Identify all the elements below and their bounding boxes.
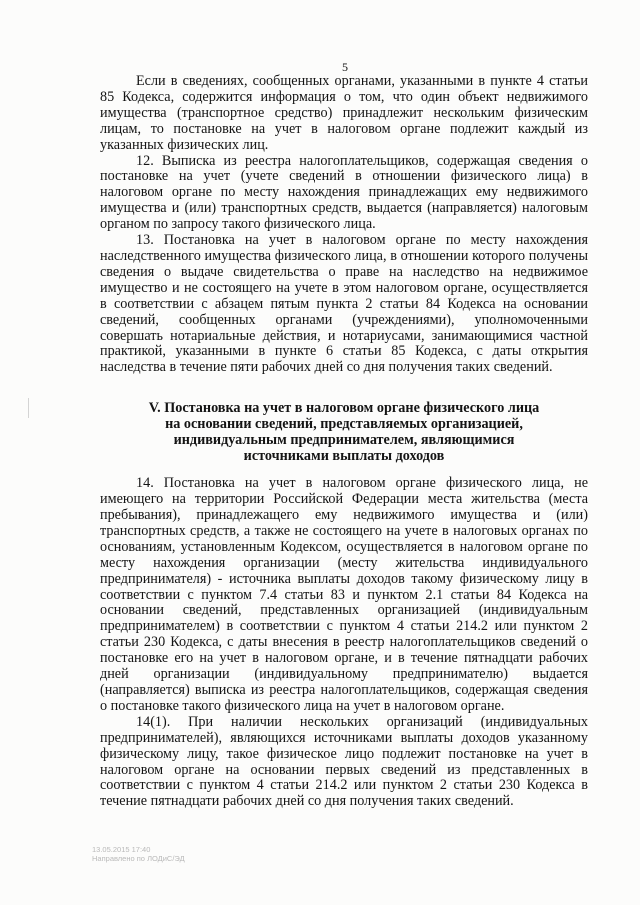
- footer-stamp-note: Направлено по ЛОДиС/ЭД: [92, 854, 185, 863]
- paragraph-14: 14. Постановка на учет в налоговом органе физического лица, не имеющего на территории Российской Федерации места жительства (места пребывания), принадлежащего ему недвижимого имущества и (или) транспортных средств, а также не состоящего на учете в налоговых органах по основаниям, установленным Кодексом, осуществляется в налоговом органе по месту нахождения организации (месту жительства индивидуального предпринимателя) - источника выплаты доходов такому физическому лицу в соответствии с пунктом 7.4 статьи 83 и пунктом 2.1 статьи 84 Кодекса на основании сведений, представленных организацией (индивидуальным предпринимателем) в соответствии с пунктом 4 статьи 214.2 или пунктом 2 статьи 230 Кодекса, с даты внесения в реестр налогоплательщиков сведений о постановке его на учет в налоговом органе, и в течение пятнадцати рабочих дней организации (индивидуальному предпринимателю) выдается (направляется) выписка из реестра налогоплательщиков, содержащая сведения о постановке такого физического лица на учет в налоговом органе.: [100, 475, 588, 714]
- section-heading-line: V. Постановка на учет в налоговом органе физического лица: [148, 400, 540, 417]
- paragraph-11-continuation: Если в сведениях, сообщенных органами, указанными в пункте 4 статьи 85 Кодекса, содержится информация о том, что один объект недвижимого имущества (транспортное средство) принадлежит нескольким физическим лицам, то постановке на учет в налоговом органе подлежит каждый из указанных физических лиц.: [100, 73, 588, 153]
- section-heading-line: индивидуальным предпринимателем, являющимися: [173, 432, 515, 449]
- margin-mark: [28, 398, 29, 418]
- footer-stamp: [92, 845, 185, 863]
- section-heading-line: источниками выплаты доходов: [243, 448, 445, 465]
- paragraph-13: 13. Постановка на учет в налоговом органе по месту нахождения наследственного имущества физического лица, в отношении которого получены сведения о выдаче свидетельства о праве на наследство на недвижимое имущество и не состоящего на учете в этом налоговом органе, осуществляется в соответствии с абзацем пятым пункта 2 статьи 84 Кодекса на основании сведений, сообщенных органами (учреждениями), уполномоченными совершать нотариальные действия, и нотариусами, занимающимися частной практикой, указанными в пункте 6 статьи 85 Кодекса, с даты открытия наследства в течение пяти рабочих дней со дня получения таких сведений.: [100, 232, 588, 376]
- document-body: [100, 74, 588, 810]
- section-v-heading: [100, 400, 588, 464]
- paragraph-12: 12. Выписка из реестра налогоплательщиков, содержащая сведения о постановке на учет (учете сведений в отношении физического лица) в налоговом органе по месту нахождения принадлежащих ему недвижимого имущества и (или) транспортных средств, выдается (направляется) налоговым органом по запросу такого физического лица.: [100, 152, 588, 233]
- footer-stamp-date: 13.05.2015 17:40: [92, 845, 151, 854]
- paragraph-14-1: 14(1). При наличии нескольких организаций (индивидуальных предпринимателей), являющихся источниками выплаты доходов указанному физическому лицу, такое физическое лицо подлежит постановке на учет в налоговом органе на основании первых сведений из представленных в соответствии с пунктом 4 статьи 214.2 или пунктом 2 статьи 230 Кодекса в течение пятнадцати рабочих дней со дня получения таких сведений.: [100, 713, 588, 810]
- section-heading-line: на основании сведений, представляемых организацией,: [165, 416, 523, 433]
- page-number: 5: [342, 60, 348, 74]
